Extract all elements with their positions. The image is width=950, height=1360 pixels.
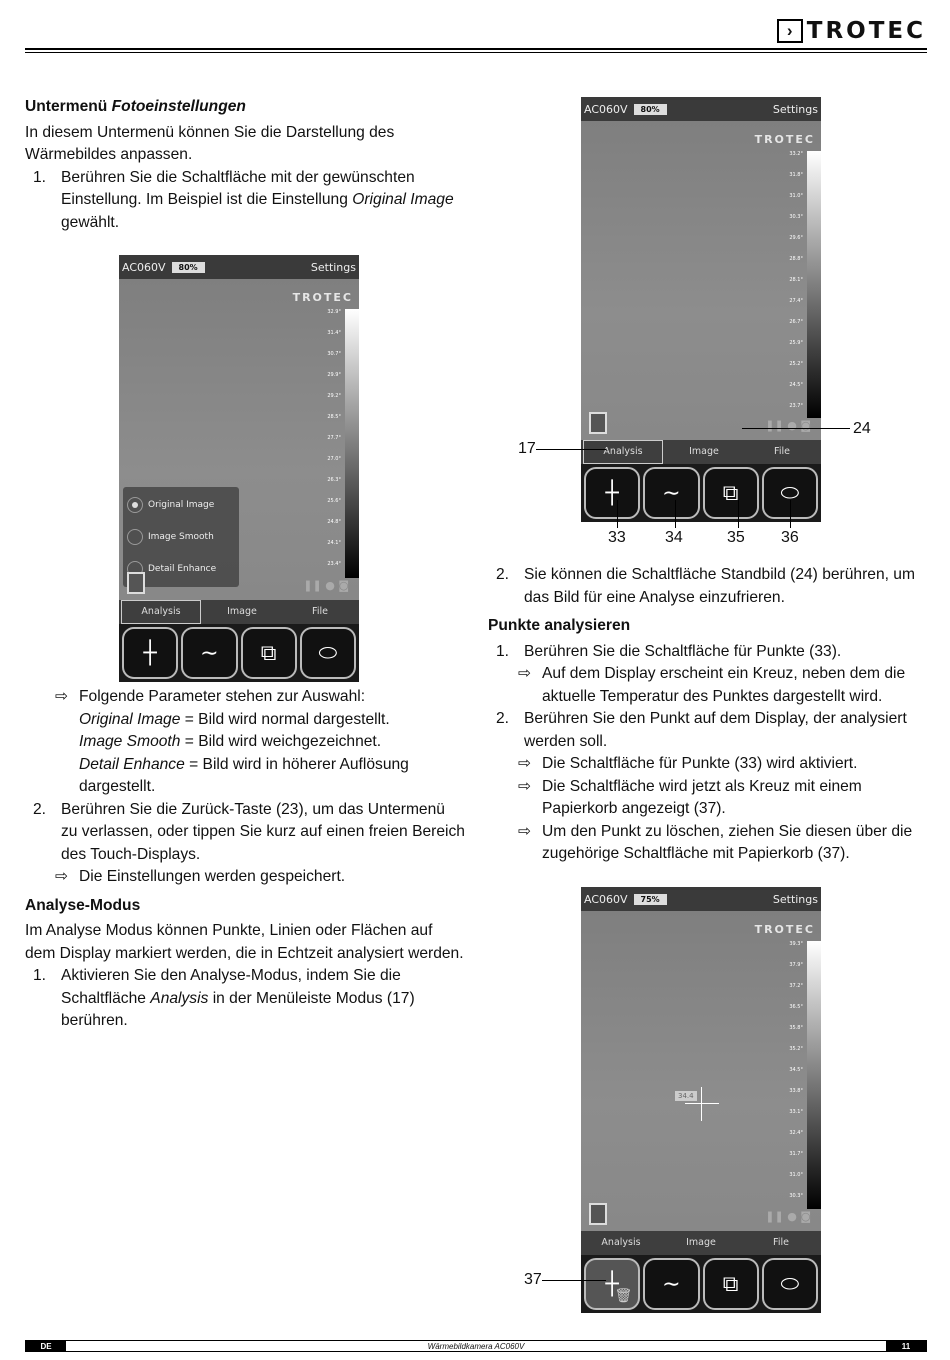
result-params (25, 686, 465, 709)
model-label: AC060V (122, 260, 166, 274)
back-button[interactable] (589, 1203, 607, 1225)
step-text: Sie können die Schaltfläche Standbild (24) berühren, um das Bild für eine Analyse einzufrieren. (524, 566, 915, 606)
tab-file[interactable]: File (774, 446, 790, 457)
tab-image[interactable]: Image (686, 1237, 716, 1248)
step-text-b: in der Menüleiste Modus (17) berühren. (61, 989, 415, 1029)
scale-label: 31.8° (789, 172, 803, 178)
scale-label: 25.6° (327, 498, 341, 504)
scale-label: 27.4° (789, 298, 803, 304)
scale-label: 26.7° (789, 319, 803, 325)
scale-label: 30.7° (327, 351, 341, 357)
step-number: 2. (496, 566, 510, 583)
mode-tabs (119, 600, 359, 624)
screenshot-point-analysis (581, 887, 821, 1313)
intro-text: In diesem Untermenü können Sie die Darstellung des Wärmebildes anpassen. (25, 123, 395, 163)
arrow-right-icon: ⇨ (518, 822, 532, 840)
scale-label: 31.0° (789, 1172, 803, 1178)
scale-label: 24.1° (327, 540, 341, 546)
model-label: AC060V (584, 892, 628, 906)
result-cross (488, 663, 918, 708)
step-1 (25, 167, 465, 235)
temperature-scale (323, 309, 359, 578)
step-number: 1. (33, 967, 47, 984)
callout-line-33 (617, 500, 618, 528)
step-text-a: Berühren Sie die Schaltfläche mit der gewünschten Einstellung. Im Beispiel ist die Einstellung (61, 168, 415, 208)
param-desc: = Bild wird weichgezeichnet. (180, 733, 382, 750)
callout-24: 24 (853, 420, 871, 437)
radio-icon (127, 529, 143, 545)
param-name: Image Smooth (79, 733, 181, 750)
step-text-a: Aktivieren Sie den Analyse-Modus, indem Sie die Schaltfläche (61, 967, 401, 1007)
header-rule-thin (25, 52, 927, 53)
settings-button[interactable]: Settings (772, 102, 818, 116)
step-text (61, 965, 465, 1033)
thermal-image (581, 911, 821, 1231)
tab-image[interactable]: Image (227, 606, 257, 617)
result-text: Die Einstellungen werden gespeichert. (79, 868, 346, 885)
mode-tabs (581, 1231, 821, 1255)
scale-label: 27.0° (327, 456, 341, 462)
screenshot-analysis-mode (581, 97, 821, 522)
step-number: 1. (33, 168, 47, 186)
menu-label: Detail Enhance (148, 564, 217, 574)
step-text: Berühren Sie die Zurück-Taste (23), um das Untermenü zu verlassen, oder tippen Sie kurz auf einen freien Bereich des Touch-Displays. (61, 800, 465, 863)
scale-gradient (345, 309, 359, 578)
step-number: 2. (33, 800, 47, 818)
scale-label: 32.4° (789, 1130, 803, 1136)
callout-35: 35 (727, 529, 745, 546)
point-temperature-label: 34.4 (675, 1091, 697, 1101)
scale-label: 35.2° (789, 1046, 803, 1052)
scale-label: 27.7° (327, 435, 341, 441)
freeze-camera-icons[interactable]: ❚❚ ● ◙ (765, 419, 811, 432)
result-trash (488, 776, 918, 821)
mode-tabs (581, 440, 821, 464)
callout-36: 36 (781, 529, 799, 546)
step-text: Berühren Sie die Schaltfläche für Punkte (33). (524, 642, 842, 660)
watermark: TROTEC (754, 923, 815, 936)
radio-selected-icon (127, 497, 143, 513)
ellipse-tool-button[interactable]: ⬭ (300, 627, 356, 679)
watermark: TROTEC (754, 133, 815, 146)
logo-chevron-icon: › (777, 19, 803, 43)
result-activated (488, 753, 918, 776)
param-desc: = Bild wird in höherer Auflösung dargestellt. (79, 755, 409, 795)
scale-label: 24.8° (327, 519, 341, 525)
param-smooth (79, 731, 465, 754)
result-saved (25, 866, 465, 889)
heading-prefix: Untermenü (25, 98, 112, 115)
scale-label: 30.3° (789, 1193, 803, 1199)
callout-34: 34 (665, 529, 683, 546)
step-text-b: gewählt. (61, 213, 120, 231)
line-tool-button[interactable]: ∼ (643, 1258, 699, 1310)
callout-line-37 (542, 1280, 606, 1281)
back-button[interactable] (127, 572, 145, 594)
tab-file[interactable]: File (312, 606, 328, 617)
area-tool-button[interactable]: ⧉ (703, 467, 759, 519)
header-rule (25, 48, 927, 50)
thermal-image (119, 279, 359, 600)
param-name: Original Image (79, 710, 181, 728)
heading-italic: Fotoeinstellungen (111, 98, 246, 115)
callout-line-35 (738, 500, 739, 528)
status-bar (581, 97, 821, 121)
logo-text: TROTEC (806, 18, 926, 44)
result-text: Um den Punkt zu löschen, ziehen Sie diesen über die zugehörige Schaltfläche mit Papierkorb (37). (542, 822, 913, 862)
temperature-scale (785, 151, 821, 418)
thermal-image (581, 121, 821, 440)
param-name: Detail Enhance (79, 755, 185, 773)
scale-label: 32.9° (327, 309, 341, 315)
step-number: 1. (496, 642, 510, 660)
watermark: TROTEC (292, 291, 353, 304)
page-footer (25, 1340, 927, 1352)
page-number: 11 (886, 1341, 926, 1351)
step-text (61, 167, 465, 235)
step-text: Berühren Sie den Punkt auf dem Display, der analysiert werden soll. (524, 710, 907, 750)
point-tool-button[interactable]: ┼ (122, 627, 178, 679)
right-column (488, 564, 918, 866)
param-original (79, 709, 465, 732)
area-tool-button[interactable]: ⧉ (241, 627, 297, 679)
param-detail (79, 754, 465, 799)
scale-label: 34.5° (789, 1067, 803, 1073)
temperature-scale (785, 941, 821, 1209)
scale-label: 28.8° (789, 256, 803, 262)
param-desc: = Bild wird normal dargestellt. (180, 710, 390, 728)
trash-icon: 🗑 (614, 1288, 633, 1304)
battery-badge: 80% (634, 104, 667, 115)
status-bar (119, 255, 359, 279)
arrow-right-icon: ⇨ (518, 777, 532, 795)
tab-analysis[interactable]: Analysis (121, 600, 201, 624)
heading-fotoeinstellungen (25, 96, 465, 119)
menu-original-image[interactable] (127, 489, 235, 521)
step-2 (25, 799, 465, 867)
scale-label: 31.7° (789, 1151, 803, 1157)
result-text: Auf dem Display erscheint ein Kreuz, neben dem die aktuelle Temperatur des Punktes dargestellt wird. (542, 665, 906, 705)
heading-punkte: Punkte analysieren (488, 617, 631, 634)
callout-33: 33 (608, 529, 626, 546)
scale-label: 37.2° (789, 983, 803, 989)
scale-label: 25.9° (789, 340, 803, 346)
callout-17: 17 (518, 440, 536, 457)
step-number: 2. (496, 710, 510, 727)
scale-label: 28.5° (327, 414, 341, 420)
crosshair-horizontal[interactable] (685, 1103, 719, 1104)
analysis-tools (119, 624, 359, 682)
scale-label: 33.2° (789, 151, 803, 157)
ellipse-tool-button[interactable]: ⬭ (762, 1258, 818, 1310)
analyse-intro: Im Analyse Modus können Punkte, Linien oder Flächen auf dem Display markiert werden, die in Echtzeit analysiert werden. (25, 922, 464, 962)
result-text: Die Schaltfläche wird jetzt als Kreuz mit einem Papierkorb angezeigt (37). (542, 777, 862, 817)
scale-label: 39.3° (789, 941, 803, 947)
freeze-camera-icons[interactable]: ❚❚ ● ◙ (765, 1210, 811, 1223)
arrow-right-icon: ⇨ (518, 665, 532, 682)
tab-analysis[interactable]: Analysis (601, 1237, 641, 1248)
point-trash-button[interactable]: ┼ 🗑 (584, 1258, 640, 1310)
screenshot-photo-settings (119, 255, 359, 682)
scale-label: 30.3° (789, 214, 803, 220)
scale-label: 29.2° (327, 393, 341, 399)
arrow-right-icon: ⇨ (55, 688, 69, 705)
result-text: Folgende Parameter stehen zur Auswahl: (79, 688, 366, 705)
result-text: Die Schaltfläche für Punkte (33) wird aktiviert. (542, 755, 858, 772)
scale-label: 31.0° (789, 193, 803, 199)
callout-line-34 (675, 500, 676, 528)
trotec-logo (777, 18, 926, 44)
scale-label: 29.6° (789, 235, 803, 241)
tab-analysis[interactable]: Analysis (583, 440, 663, 464)
callout-line-36 (790, 500, 791, 528)
scale-label: 25.2° (789, 361, 803, 367)
param-list (25, 709, 465, 799)
analysis-tools (581, 1255, 821, 1313)
callout-37: 37 (524, 1271, 542, 1288)
scale-gradient (807, 151, 821, 418)
language-code: DE (26, 1341, 66, 1351)
scale-label: 31.4° (327, 330, 341, 336)
scale-label: 23.7° (789, 403, 803, 409)
heading-analyse-modus: Analyse-Modus (25, 896, 141, 914)
result-delete (488, 821, 918, 866)
ellipse-tool-button[interactable]: ⬭ (762, 467, 818, 519)
status-bar (581, 887, 821, 911)
line-tool-button[interactable]: ∼ (643, 467, 699, 519)
battery-badge: 75% (634, 894, 667, 905)
settings-button[interactable]: Settings (772, 892, 818, 906)
arrow-right-icon: ⇨ (55, 868, 69, 885)
line-tool-button[interactable]: ∼ (181, 627, 237, 679)
scale-label: 29.9° (327, 372, 341, 378)
scale-label: 36.5° (789, 1004, 803, 1010)
model-label: AC060V (584, 102, 628, 116)
footer-title: Wärmebildkamera AC060V (427, 1341, 525, 1351)
scale-label: 33.8° (789, 1088, 803, 1094)
scale-label: 28.1° (789, 277, 803, 283)
scale-label: 26.3° (327, 477, 341, 483)
menu-image-smooth[interactable] (127, 521, 235, 553)
tab-file[interactable]: File (773, 1237, 789, 1248)
step-text-italic: Original Image (352, 191, 454, 208)
settings-button[interactable]: Settings (310, 260, 356, 274)
battery-badge: 80% (172, 262, 205, 273)
back-button[interactable] (589, 412, 607, 434)
scale-label: 24.5° (789, 382, 803, 388)
point-tool-button[interactable]: ┼ (584, 467, 640, 519)
step-punkt-1 (488, 641, 918, 664)
scale-label: 23.4° (327, 561, 341, 567)
menu-label: Original Image (148, 500, 215, 510)
menu-label: Image Smooth (148, 532, 214, 542)
scale-label: 35.8° (789, 1025, 803, 1031)
scale-gradient (807, 941, 821, 1209)
scale-label: 33.1° (789, 1109, 803, 1115)
area-tool-button[interactable]: ⧉ (703, 1258, 759, 1310)
crosshair-vertical[interactable] (701, 1087, 702, 1121)
callout-line-24 (742, 428, 850, 429)
arrow-right-icon: ⇨ (518, 755, 532, 772)
step-analyse-1 (25, 965, 465, 1033)
tab-image[interactable]: Image (689, 446, 719, 457)
callout-line-17 (536, 449, 606, 450)
step-text-italic: Analysis (150, 989, 209, 1007)
freeze-camera-icons[interactable]: ❚❚ ● ◙ (303, 579, 349, 592)
step-punkt-2 (488, 708, 918, 753)
step-freeze (488, 564, 918, 609)
scale-label: 37.9° (789, 962, 803, 968)
